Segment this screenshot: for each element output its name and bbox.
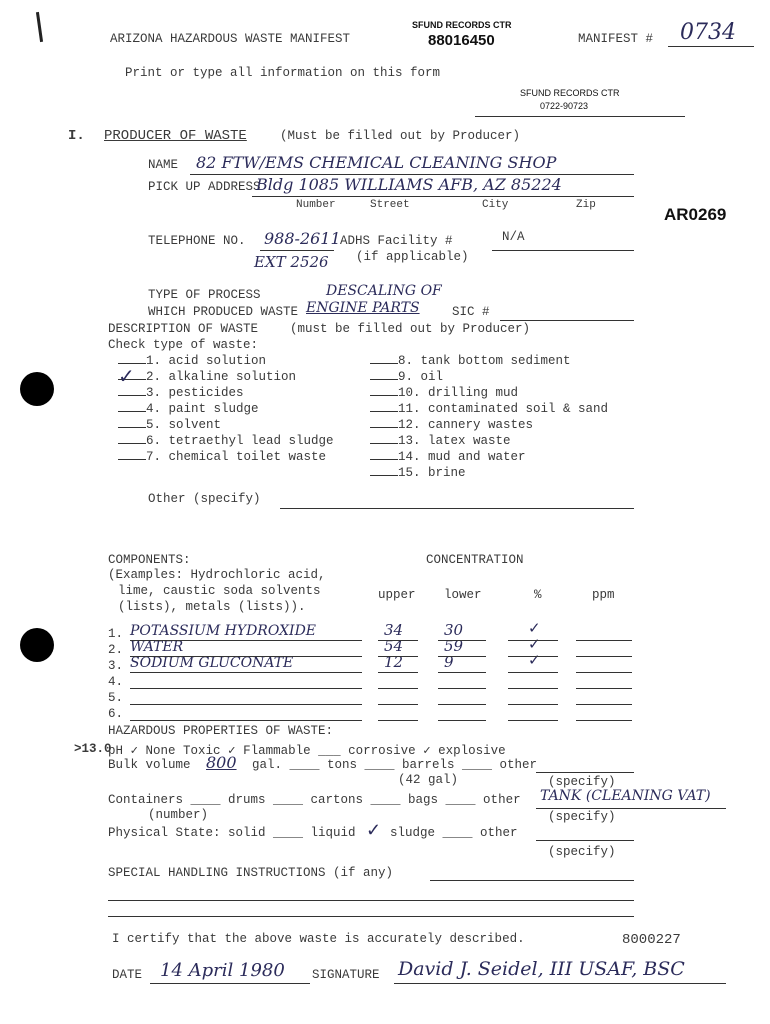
other-specify-label: Other (specify) (148, 492, 261, 506)
waste-item-5: 5. solvent (146, 418, 222, 432)
sfund-label: SFUND RECORDS CTR (412, 20, 512, 30)
section-title: PRODUCER OF WASTE (104, 128, 247, 144)
component-row-4-num: 4. (108, 675, 124, 689)
specify-1: (specify) (548, 775, 616, 789)
component-row-3-lower: 9 (444, 653, 454, 671)
physical-rest: sludge ____ other (390, 826, 518, 840)
components-examples-1: (Examples: Hydrochloric acid, (108, 568, 326, 582)
upper-col-line-1 (378, 640, 418, 641)
doc-number: 8000227 (622, 932, 681, 948)
hazards-title: HAZARDOUS PROPERTIES OF WASTE: (108, 724, 334, 738)
bulk-other-line (536, 772, 634, 773)
pickup-line (252, 196, 634, 197)
upper-col-line-3 (378, 672, 418, 673)
waste-item-1: 1. acid solution (146, 354, 267, 368)
process-value-2: ENGINE PARTS (306, 300, 420, 316)
waste-item-3: 3. pesticides (146, 386, 244, 400)
waste-item-13: 13. latex waste (398, 434, 511, 448)
signature-label: SIGNATURE (312, 968, 380, 982)
process-label-1: TYPE OF PROCESS (148, 288, 261, 302)
adhs-note: (if applicable) (356, 250, 469, 264)
component-row-5-num: 5. (108, 691, 124, 705)
containers-other-line (536, 808, 726, 809)
bulk-label: Bulk volume (108, 758, 191, 772)
pct-col-line-1 (508, 640, 558, 641)
component-row-3-upper: 12 (384, 653, 404, 671)
header-rule (475, 116, 685, 117)
phone-line (260, 250, 334, 251)
addr-city: City (482, 199, 509, 211)
component-row-6-num: 6. (108, 707, 124, 721)
waste-item-8: 8. tank bottom sediment (398, 354, 571, 368)
row-6-name-line (130, 720, 362, 721)
sfund-small-code: 0722-90723 (540, 101, 589, 111)
form-title: ARIZONA HAZARDOUS WASTE MANIFEST (110, 32, 351, 46)
lower-col-line-1 (438, 640, 486, 641)
lower-col-line-6 (438, 720, 486, 721)
hazards-line: pH ✓ None Toxic ✓ Flammable ___ corrosive ✓ explosive (108, 744, 506, 758)
sic-label: SIC # (452, 305, 490, 319)
other-specify-line (280, 508, 634, 509)
waste-item-4: 4. paint sludge (146, 402, 259, 416)
component-row-3-pct: ✓ (528, 651, 541, 669)
waste-item-11: 11. contaminated soil & sand (398, 402, 609, 416)
ppm-col-line-5 (576, 704, 632, 705)
components-title: COMPONENTS: (108, 553, 191, 567)
section-note: (Must be filled out by Producer) (280, 129, 521, 143)
number-note: (number) (148, 808, 209, 822)
name-value: 82 FTW/EMS CHEMICAL CLEANING SHOP (196, 153, 557, 172)
hole-punch-2 (20, 628, 54, 662)
col-ppm: ppm (592, 588, 615, 602)
ppm-col-line-4 (576, 688, 632, 689)
component-row-3-name: SODIUM GLUCONATE (130, 655, 294, 671)
special-line-2 (108, 900, 634, 901)
name-label: NAME (148, 158, 179, 172)
lower-col-line-3 (438, 672, 486, 673)
process-label-2: WHICH PRODUCED WASTE (148, 305, 299, 319)
upper-col-line-6 (378, 720, 418, 721)
process-value-1: DESCALING OF (326, 283, 442, 299)
date-label: DATE (112, 968, 143, 982)
row-1-name-line (130, 640, 362, 641)
physical-line: Physical State: solid ____ liquid (108, 826, 356, 840)
adhs-line (492, 250, 634, 251)
lower-col-line-4 (438, 688, 486, 689)
upper-col-line-2 (378, 656, 418, 657)
physical-other-line (536, 840, 634, 841)
adhs-value: N/A (502, 230, 525, 244)
containers-value: TANK (CLEANING VAT) (540, 788, 711, 804)
waste-item-15: 15. brine (398, 466, 466, 480)
manifest-line (668, 46, 754, 47)
hole-punch-1 (20, 372, 54, 406)
sfund-small-label: SFUND RECORDS CTR (520, 88, 620, 98)
lower-col-line-2 (438, 656, 486, 657)
description-title: DESCRIPTION OF WASTE (108, 322, 259, 336)
component-row-1-lower: 30 (444, 621, 464, 639)
pct-col-line-6 (508, 720, 558, 721)
containers-line: Containers ____ drums ____ cartons ____ bags ____ other (108, 793, 521, 807)
bulk-rest: gal. ____ tons ____ barrels ____ other (252, 758, 538, 772)
components-examples-3: (lists), metals (lists)). (118, 600, 306, 614)
phone-label: TELEPHONE NO. (148, 234, 246, 248)
signature-line (394, 983, 726, 984)
check-type-label: Check type of waste: (108, 338, 259, 352)
pct-col-line-5 (508, 704, 558, 705)
upper-col-line-4 (378, 688, 418, 689)
ph-note: >13.0 (74, 742, 112, 756)
concentration-label: CONCENTRATION (426, 553, 524, 567)
addr-street: Street (370, 199, 410, 211)
component-row-1-pct: ✓ (528, 619, 541, 637)
component-row-1-name: POTASSIUM HYDROXIDE (130, 623, 317, 639)
section-number: I. (68, 128, 85, 144)
pct-col-line-2 (508, 656, 558, 657)
waste-item-10: 10. drilling mud (398, 386, 519, 400)
component-row-2-pct: ✓ (528, 635, 541, 653)
pickup-value: Bldg 1085 WILLIAMS AFB, AZ 85224 (256, 175, 562, 194)
certify-statement: I certify that the above waste is accurately described. (112, 932, 525, 946)
addr-zip: Zip (576, 199, 596, 211)
liquid-check-mark: ✓ (366, 820, 382, 841)
bulk-value: 800 (206, 753, 237, 772)
description-note: (must be filled out by Producer) (290, 322, 531, 336)
waste-item-6: 6. tetraethyl lead sludge (146, 434, 334, 448)
lower-col-line-5 (438, 704, 486, 705)
component-row-1-num: 1. (108, 627, 124, 641)
pct-col-line-4 (508, 688, 558, 689)
component-row-2-upper: 54 (384, 637, 404, 655)
ppm-col-line-3 (576, 672, 632, 673)
special-line-3 (108, 916, 634, 917)
component-row-2-lower: 59 (444, 637, 464, 655)
components-examples-2: lime, caustic soda solvents (118, 584, 321, 598)
phone-ext: EXT 2526 (254, 253, 329, 271)
margin-mark (36, 12, 43, 42)
doc-id: AR0269 (664, 205, 727, 224)
manifest-label: MANIFEST # (578, 32, 654, 46)
row-5-name-line (130, 704, 362, 705)
alkaline-check-mark: ✓ (118, 364, 135, 388)
waste-item-2: 2. alkaline solution (146, 370, 297, 384)
row-2-name-line (130, 656, 362, 657)
addr-number: Number (296, 199, 336, 211)
ppm-col-line-2 (576, 656, 632, 657)
date-line (150, 983, 310, 984)
sfund-number: 88016450 (428, 32, 495, 49)
waste-item-7: 7. chemical toilet waste (146, 450, 327, 464)
pickup-label: PICK UP ADDRESS (148, 180, 261, 194)
col-upper: upper (378, 588, 416, 602)
ppm-col-line-6 (576, 720, 632, 721)
waste-item-9: 9. oil (398, 370, 444, 384)
waste-item-12: 12. cannery wastes (398, 418, 534, 432)
special-handling-label: SPECIAL HANDLING INSTRUCTIONS (if any) (108, 866, 394, 880)
row-3-name-line (130, 672, 362, 673)
signature-value: David J. Seidel, III USAF, BSC (398, 958, 685, 980)
component-row-1-upper: 34 (384, 621, 404, 639)
waste-item-14: 14. mud and water (398, 450, 526, 464)
waste-list-right (370, 354, 608, 482)
specify-3: (specify) (548, 845, 616, 859)
special-line-1 (430, 880, 634, 881)
date-value: 14 April 1980 (160, 960, 285, 981)
ppm-col-line-1 (576, 640, 632, 641)
pct-col-line-3 (508, 672, 558, 673)
manifest-number: 0734 (680, 20, 736, 45)
component-row-3-num: 3. (108, 659, 124, 673)
component-row-2-name: WATER (130, 639, 184, 655)
upper-col-line-5 (378, 704, 418, 705)
adhs-label: ADHS Facility # (340, 234, 453, 248)
gal-note: (42 gal) (398, 773, 459, 787)
row-4-name-line (130, 688, 362, 689)
specify-2: (specify) (548, 810, 616, 824)
instruction: Print or type all information on this form (125, 66, 441, 80)
sic-line (500, 320, 634, 321)
phone-value: 988-2611 (264, 229, 341, 248)
col-lower: lower (444, 588, 482, 602)
waste-list-left (118, 354, 334, 466)
col-pct: % (534, 588, 542, 602)
component-row-2-num: 2. (108, 643, 124, 657)
